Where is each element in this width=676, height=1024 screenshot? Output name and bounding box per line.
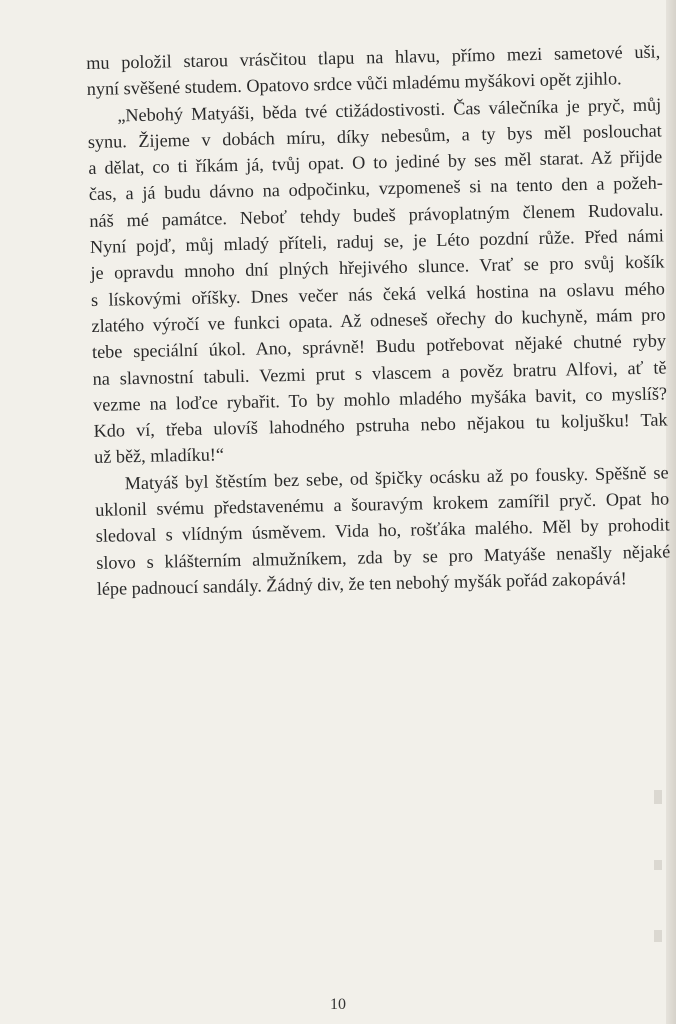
text-line: už běž, mladíku!“ — [93, 444, 225, 468]
text-line: vezme na loďce rybařit. To by mohlo mladého myšáka bavit, co myslíš? — [92, 383, 668, 415]
text-line: nyní svěšené studem. Opatovo srdce vůči mladému myšákovi opět zjihlo. — [86, 68, 622, 100]
text-line: synu. Žijeme v dobách míru, díky nebesům, a ty bys měl poslouchat — [87, 120, 662, 152]
text-line: zlatého výročí ve funkci opata. Až odneseš ořechy do kuchyně, mám pro — [91, 304, 666, 336]
text-line: náš mé památce. Neboť tehdy budeš právoplatným členem Rudovalu. — [89, 199, 664, 231]
text-line: lépe padnoucí sandály. Žádný div, že ten nebohý myšák pořád zakopává! — [96, 568, 627, 599]
text-line: a dělat, co ti říkám já, tvůj opat. O to jediné by ses měl starat. Až přijde — [88, 146, 663, 179]
paragraph — [94, 459, 671, 602]
text-line: uklonil svému představenému a šouravým krokem zamířil pryč. Opat ho — [95, 488, 670, 520]
text-line: tebe speciální úkol. Ano, správně! Budu potřebovat nějaké chutné ryby — [91, 330, 667, 363]
bleed-mark — [654, 790, 662, 804]
text-line: sledoval s vlídným úsměvem. Vida ho, rošťáka malého. Měl by prohodit — [95, 514, 670, 547]
text-line: čas, a já budu dávno na odpočinku, vzpomeneš si na tento den a požeh- — [88, 172, 663, 205]
text-line: na slavnostní tabuli. Vezmi prut s vlascem a pověz bratru Alfovi, ať tě — [92, 356, 667, 389]
text-line: slovo s klášterním almužníkem, zda by se pro Matyáše nenašly nějaké — [96, 541, 671, 573]
bleed-mark — [654, 860, 662, 870]
body-text — [86, 38, 671, 602]
bleed-mark — [654, 930, 662, 942]
text-line: s lískovými oříšky. Dnes večer nás čeká velká hostina na oslavu mého — [90, 278, 666, 310]
text-line: mu položil starou vrásčitou tlapu na hlavu, přímo mezi sametové uši, — [86, 41, 661, 73]
paragraph — [87, 91, 668, 471]
text-line: je opravdu mnoho dní plných hřejivého slunce. Vrať se pro svůj košík — [90, 251, 665, 284]
text-line: Matyáš byl štěstím bez sebe, od špičky ocásku až po fousky. Spěšně se — [124, 462, 669, 494]
page-number: 10 — [330, 996, 346, 1013]
text-line: Nyní pojď, můj mladý příteli, raduj se, je Léto pozdní růže. Před námi — [89, 225, 665, 258]
text-line: Kdo ví, třeba ulovíš lahodného pstruha nebo nějakou tu koljušku! Tak — [93, 409, 668, 442]
text-line: „Nebohý Matyáši, běda tvé ctižádostivosti. Čas válečníka je pryč, můj — [117, 94, 662, 125]
